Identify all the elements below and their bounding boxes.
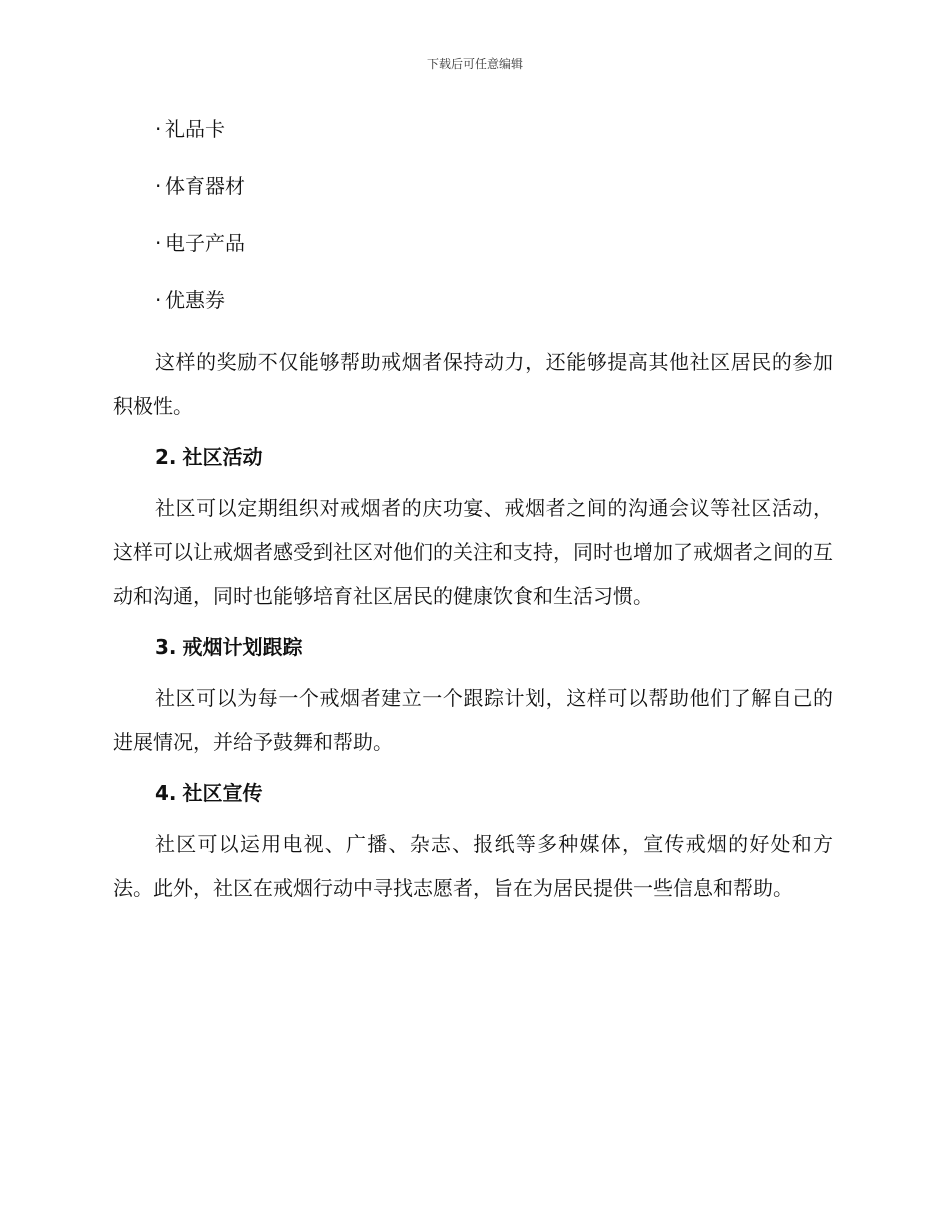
section-number: 2. xyxy=(155,445,177,469)
bullet-marker: · xyxy=(155,288,162,312)
section-heading-2 xyxy=(155,440,833,474)
list-item xyxy=(155,112,833,146)
intro-paragraph: 这样的奖励不仅能够帮助戒烟者保持动力，还能够提高其他社区居民的参加积极性。 xyxy=(113,350,833,418)
document-body xyxy=(113,112,833,910)
section-heading-4 xyxy=(155,776,833,810)
section-heading-3 xyxy=(155,630,833,664)
bullet-marker: · xyxy=(155,117,162,141)
bullet-marker: · xyxy=(155,231,162,255)
list-item-text: 电子产品 xyxy=(165,231,245,255)
list-item-text: 体育器材 xyxy=(165,174,245,198)
section-body-4: 社区可以运用电视、广播、杂志、报纸等多种媒体，宣传戒烟的好处和方法。此外，社区在戒烟行动中寻找志愿者，旨在为居民提供一些信息和帮助。 xyxy=(113,832,833,900)
header-note: 下载后可任意编辑 xyxy=(426,57,523,71)
list-item-text: 礼品卡 xyxy=(165,117,225,141)
list-item xyxy=(155,283,833,317)
section-number: 4. xyxy=(155,781,177,805)
section-body-3: 社区可以为每一个戒烟者建立一个跟踪计划，这样可以帮助他们了解自己的进展情况，并给予鼓舞和帮助。 xyxy=(113,686,833,754)
bullet-marker: · xyxy=(155,174,162,198)
section-title: 戒烟计划跟踪 xyxy=(182,635,303,659)
list-item-text: 优惠券 xyxy=(165,288,225,312)
list-item xyxy=(155,226,833,260)
section-title: 社区宣传 xyxy=(182,781,263,805)
list-item xyxy=(155,169,833,203)
section-title: 社区活动 xyxy=(182,445,263,469)
section-number: 3. xyxy=(155,635,177,659)
section-body-2: 社区可以定期组织对戒烟者的庆功宴、戒烟者之间的沟通会议等社区活动，这样可以让戒烟者感受到社区对他们的关注和支持，同时也增加了戒烟者之间的互动和沟通，同时也能够培育社区居民的健康饮食和生活习惯。 xyxy=(113,496,833,608)
